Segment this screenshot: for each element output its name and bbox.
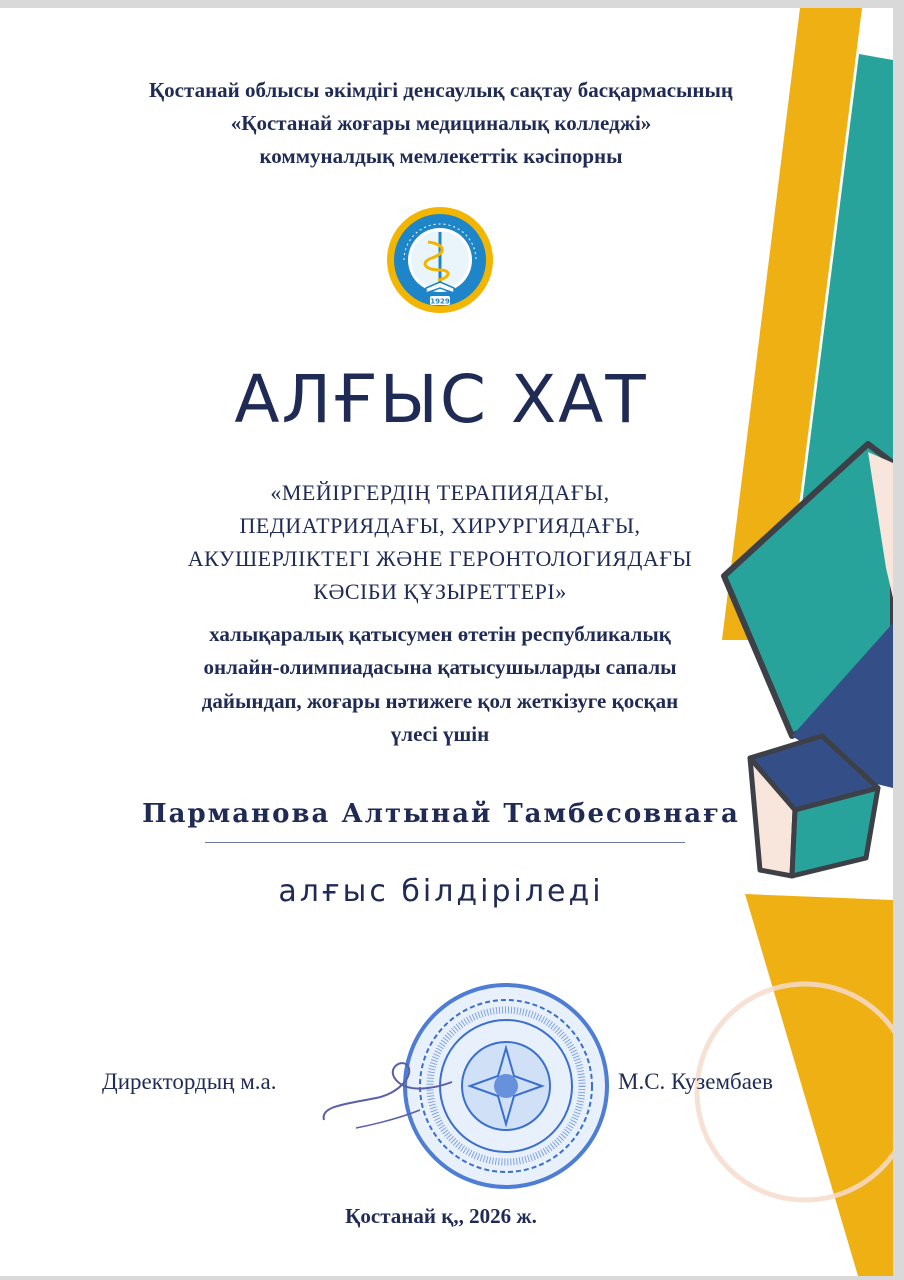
signature-icon	[316, 1054, 456, 1136]
certificate-page	[0, 8, 893, 1276]
olympiad-name-line-1: «МЕЙІРГЕРДІҢ ТЕРАПИЯДАҒЫ,	[270, 480, 610, 505]
header-line-2: «Қостанай жоғары медициналық колледжі»	[230, 111, 652, 135]
signer-position: Директордың м.а.	[102, 1069, 277, 1094]
college-logo-icon	[384, 204, 496, 316]
olympiad-text-line-1: халықаралық қатысумен өтетін республикалық	[209, 622, 671, 646]
olympiad-text-line-3: дайындап, жоғары нәтижеге қол жеткізуге қосқан	[201, 689, 679, 713]
signer-name: М.С. Кузембаев	[618, 1069, 773, 1094]
page-title: АЛҒЫС ХАТ	[234, 361, 648, 438]
city-year: Қостанай қ,, 2026 ж.	[345, 1204, 537, 1228]
olympiad-name-line-3: АКУШЕРЛІКТЕГІ ЖӘНЕ ГЕРОНТОЛОГИЯДАҒЫ	[187, 546, 693, 571]
divider-line	[205, 842, 685, 843]
logo-year: 1929	[430, 297, 450, 306]
olympiad-name-line-4: КӘСІБИ ҚҰЗЫРЕТТЕРІ»	[313, 579, 567, 604]
thanks-text: алғыс білдіріледі	[278, 874, 604, 909]
olympiad-name-line-2: ПЕДИАТРИЯДАҒЫ, ХИРУРГИЯДАҒЫ,	[239, 513, 641, 538]
olympiad-text-line-4: үлесі үшін	[390, 722, 490, 746]
header-line-3: коммуналдық мемлекеттік кәсіпорны	[259, 144, 623, 168]
olympiad-text-line-2: онлайн-олимпиадасына қатысушыларды сапалы	[203, 655, 677, 679]
header-line-1: Қостанай облысы әкімдігі денсаулық сақтау басқармасының	[148, 78, 734, 102]
recipient-name: Парманова Алтынай Тамбесовнаға	[142, 799, 740, 829]
